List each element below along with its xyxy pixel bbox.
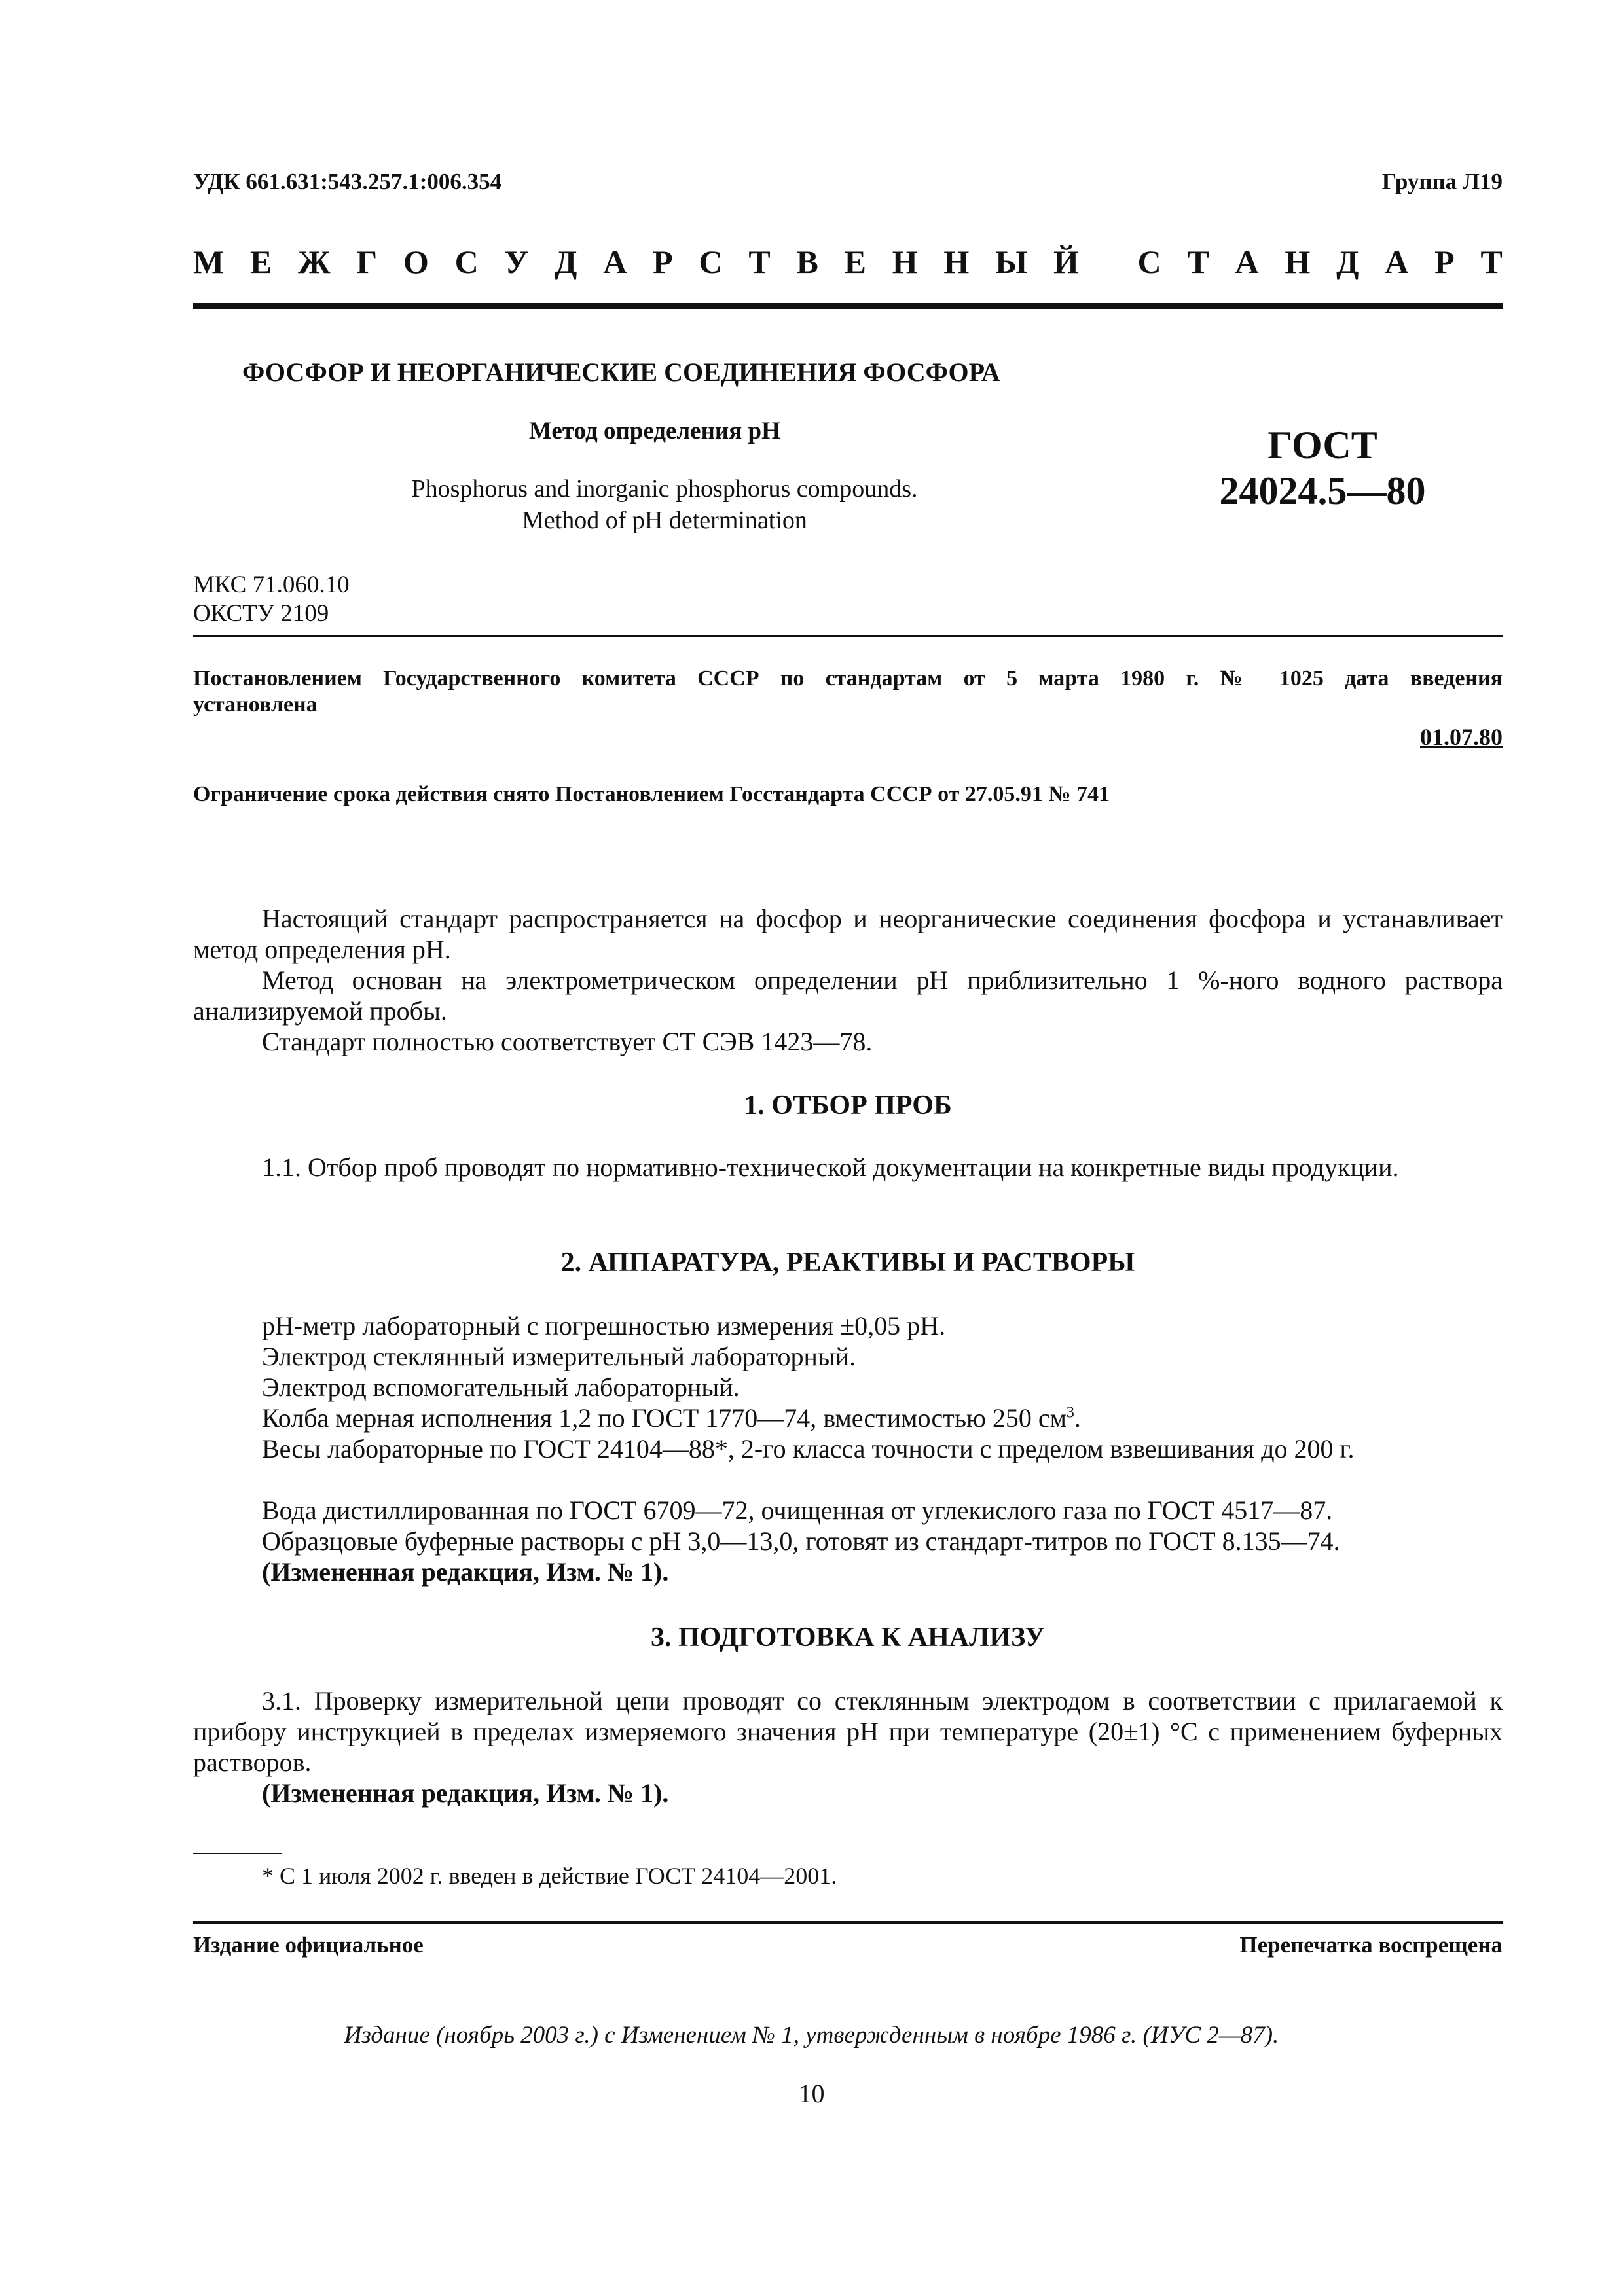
english-title-line2: Method of pH determination <box>522 507 807 534</box>
superscript: 3 <box>1066 1404 1074 1422</box>
banner-letter: Н <box>1285 243 1311 280</box>
standard-banner <box>193 242 1503 281</box>
banner-letter: С <box>699 243 723 280</box>
banner-letter: А <box>603 243 627 280</box>
intro-paragraph-3: Стандарт полностью соответствует СТ СЭВ 1423—78. <box>262 1027 873 1056</box>
section-1-title: 1. ОТБОР ПРОБ <box>744 1090 952 1121</box>
footnote: * С 1 июля 2002 г. введен в действие ГОСТ 24104—2001. <box>262 1863 837 1889</box>
gost-code: 24024.5—80 <box>1219 469 1426 512</box>
equipment-item-text: Колба мерная исполнения 1,2 по ГОСТ 1770—74, вместимостью 250 см <box>262 1403 1067 1433</box>
gost-number <box>1205 422 1440 514</box>
decree-line-2: установлена <box>193 692 318 717</box>
page-number: 10 <box>798 2079 825 2108</box>
banner-letter: Д <box>1336 243 1359 280</box>
banner-letter: Ы <box>995 243 1028 280</box>
section-1-paragraph: 1.1. Отбор проб проводят по нормативно-технической документации на конкретные виды продукции. <box>262 1153 1399 1182</box>
equipment-item <box>262 1403 1081 1433</box>
group-code: Группа Л19 <box>1381 169 1503 194</box>
footnote-rule <box>193 1853 282 1854</box>
banner-letter: А <box>1385 243 1409 280</box>
udk-code: УДК 661.631:543.257.1:006.354 <box>193 169 502 194</box>
banner-letter: Т <box>1480 243 1503 280</box>
equipment-item: pH-метр лабораторный с погрешностью измерения ±0,05 pH. <box>262 1311 946 1340</box>
banner-letter: Д <box>555 243 577 280</box>
equipment-item: Вода дистиллированная по ГОСТ 6709—72, очищенная от углекислого газа по ГОСТ 4517—87. <box>262 1496 1333 1525</box>
banner-letter: В <box>796 243 818 280</box>
banner-letter: Т <box>748 243 771 280</box>
introduction-date: 01.07.80 <box>1420 724 1503 750</box>
middle-rule <box>193 635 1503 637</box>
banner-letter: Й <box>1053 243 1079 280</box>
equipment-item: Электрод вспомогательный лабораторный. <box>262 1372 740 1402</box>
english-title-line1: Phosphorus and inorganic phosphorus compounds. <box>411 475 918 503</box>
amendment-note: (Измененная редакция, Изм. № 1). <box>262 1778 669 1808</box>
equipment-item: Электрод стеклянный измерительный лабораторный. <box>262 1342 856 1371</box>
english-title <box>196 473 1133 536</box>
banner-letter: Е <box>844 243 866 280</box>
banner-letter: М <box>193 243 225 280</box>
mks-code: МКС 71.060.10 <box>193 571 350 598</box>
document-subtitle: Метод определения pH <box>529 418 780 444</box>
edition-note: Издание (ноябрь 2003 г.) с Изменением № 1, утвержденным в ноябре 1986 г. (ИУС 2—87). <box>344 2022 1279 2049</box>
reprint-prohibited-label: Перепечатка воспрещена <box>1239 1932 1503 1958</box>
limitation-note: Ограничение срока действия снято Постановлением Госстандарта СССР от 27.05.91 № 741 <box>193 782 1110 806</box>
section-2-title: 2. АППАРАТУРА, РЕАКТИВЫ И РАСТВОРЫ <box>560 1247 1135 1278</box>
okstu-code: ОКСТУ 2109 <box>193 600 329 627</box>
equipment-item: Образцовые буферные растворы с pH 3,0—13,0, готовят из стандарт-титров по ГОСТ 8.135—74. <box>262 1526 1340 1556</box>
banner-letter: У <box>504 243 529 280</box>
document-title: ФОСФОР И НЕОРГАНИЧЕСКИЕ СОЕДИНЕНИЯ ФОСФОРА <box>242 357 1000 387</box>
gost-label: ГОСТ <box>1267 423 1377 467</box>
decree-line: Постановлением Государственного комитета СССР по стандартам от 5 марта 1980 г. № 1025 дата введения <box>193 666 1503 691</box>
banner-letter: Е <box>249 243 272 280</box>
section-3-title: 3. ПОДГОТОВКА К АНАЛИЗУ <box>650 1623 1046 1653</box>
equipment-item-end: . <box>1074 1403 1081 1433</box>
banner-letter: Ж <box>298 243 331 280</box>
amendment-note: (Измененная редакция, Изм. № 1). <box>262 1557 669 1587</box>
section-3-paragraph: 3.1. Проверку измерительной цепи проводят со стеклянным электродом в соответствии с прилагаемой к прибору инструкцией в пределах измеряемого значения pH при температуре (20±1) °С с применением буферных растворов. <box>193 1686 1503 1777</box>
intro-paragraph-1: Настоящий стандарт распространяется на фосфор и неорганические соединения фосфора и устанавливает метод определения pH. <box>193 904 1503 964</box>
banner-letter: С <box>454 243 479 280</box>
banner-letter: Р <box>653 243 673 280</box>
banner-letter: Т <box>1187 243 1209 280</box>
banner-letter: Н <box>892 243 918 280</box>
official-edition-label: Издание официальное <box>193 1932 424 1958</box>
banner-letter: С <box>1137 243 1161 280</box>
banner-letter: Г <box>356 243 378 280</box>
intro-paragraph-2: Метод основан на электрометрическом определении pH приблизительно 1 %-ного водного раствора анализируемой пробы. <box>193 965 1503 1026</box>
top-rule <box>193 303 1503 309</box>
classification-codes <box>193 571 350 628</box>
banner-letter: Н <box>943 243 970 280</box>
banner-letter: Р <box>1434 243 1455 280</box>
banner-letter: О <box>403 243 429 280</box>
banner-letter: А <box>1235 243 1259 280</box>
equipment-item: Весы лабораторные по ГОСТ 24104—88*, 2-го класса точности с пределом взвешивания до 200 г. <box>262 1434 1355 1463</box>
footer-rule <box>193 1921 1503 1924</box>
